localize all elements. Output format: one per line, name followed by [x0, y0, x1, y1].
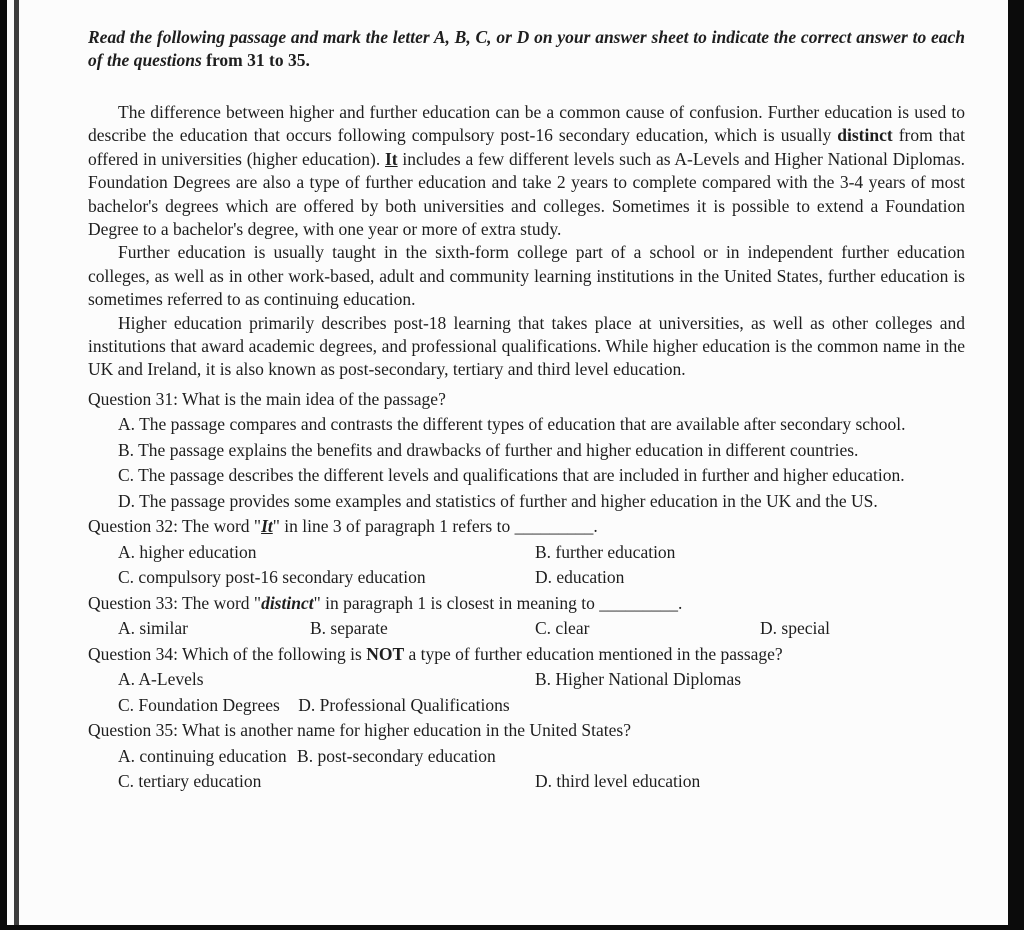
exam-page [88, 26, 965, 795]
question-34-options-row-1 [118, 667, 965, 693]
question-31-prompt: Question 31: What is the main idea of the passage? [88, 388, 446, 409]
question-32-option-b: B. further education [535, 541, 676, 562]
page-edge-right [1008, 0, 1024, 930]
question-32-options-row-1 [118, 540, 965, 566]
question-33-options-row [118, 616, 965, 642]
page-edge-bottom [0, 925, 1024, 930]
question-34-option-b: B. Higher National Diplomas [535, 669, 742, 690]
questions-section [88, 387, 965, 795]
question-31-option-b: B. The passage explains the benefits and drawbacks of further and higher education in different countries. [118, 439, 859, 460]
question-32-prompt: Question 32: The word "It" in line 3 of paragraph 1 refers to _________. [88, 516, 598, 537]
page-border-line [14, 0, 19, 930]
question-31-option-a: A. The passage compares and contrasts the different types of education that are available after secondary school. [118, 414, 906, 435]
passage-paragraph-2: Further education is usually taught in the sixth-form college part of a school or in independent further education colleges, as well as in other work-based, adult and community learning institutions in the United States, further education is sometimes referred to as continuing education. [88, 242, 965, 310]
question-34-options-row-2 [118, 693, 965, 719]
instructions-text: Read the following passage and mark the letter A, B, C, or D on your answer sheet to indicate the correct answer to each of the questions from 31 to 35. [88, 27, 965, 70]
question-34-option-d: D. Professional Qualifications [298, 694, 510, 715]
question-34-option-a: A. A-Levels [118, 669, 204, 690]
question-33-prompt: Question 33: The word "distinct" in paragraph 1 is closest in meaning to _________. [88, 592, 683, 613]
passage-paragraph-1: The difference between higher and further education can be a common cause of confusion. Further education is used to describe the education that occurs following compulsory post-16 secondary education, which is usually distinct from that offered in universities (higher education). It includes a few different levels such as A-Levels and Higher National Diplomas. Foundation Degrees are also a type of further education and take 2 years to complete compared with the 3-4 years of most bachelor's degrees which are offered by both universities and colleges. Sometimes it is possible to extend a Foundation Degree to a bachelor's degree, with one year or more of extra study. [88, 102, 965, 240]
passage-paragraph-3: Higher education primarily describes post-18 learning that takes place at universities, as well as other colleges and institutions that award academic degrees, and professional qualifications. While higher education is the common name in the UK and Ireland, it is also known as post-secondary, tertiary and third level education. [88, 312, 965, 380]
question-35-option-b: B. post-secondary education [297, 745, 496, 766]
question-31-option-d: D. The passage provides some examples and statistics of further and higher education in the UK and the US. [118, 490, 878, 511]
question-35-option-d: D. third level education [535, 771, 701, 792]
question-34-prompt: Question 34: Which of the following is NOT a type of further education mentioned in the passage? [88, 643, 783, 664]
question-32-option-c: C. compulsory post-16 secondary education [118, 567, 426, 588]
question-35-options-row-1 [118, 744, 965, 770]
question-33-option-b: B. separate [310, 618, 388, 639]
reading-passage [88, 101, 965, 382]
question-35-options-row-2 [118, 769, 965, 795]
question-33-option-a: A. similar [118, 618, 188, 639]
question-35-option-c: C. tertiary education [118, 771, 262, 792]
page-edge-left [0, 0, 7, 930]
question-35-option-a: A. continuing education [118, 745, 287, 766]
question-33-option-c: C. clear [535, 618, 590, 639]
question-32-option-a: A. higher education [118, 541, 257, 562]
question-31-option-c: C. The passage describes the different levels and qualifications that are included in further and higher education. [118, 465, 905, 486]
question-33-option-d: D. special [760, 618, 830, 639]
question-35-prompt: Question 35: What is another name for higher education in the United States? [88, 720, 632, 741]
question-32-options-row-2 [118, 565, 965, 591]
question-32-option-d: D. education [535, 567, 625, 588]
question-34-option-c: C. Foundation Degrees [118, 694, 280, 715]
